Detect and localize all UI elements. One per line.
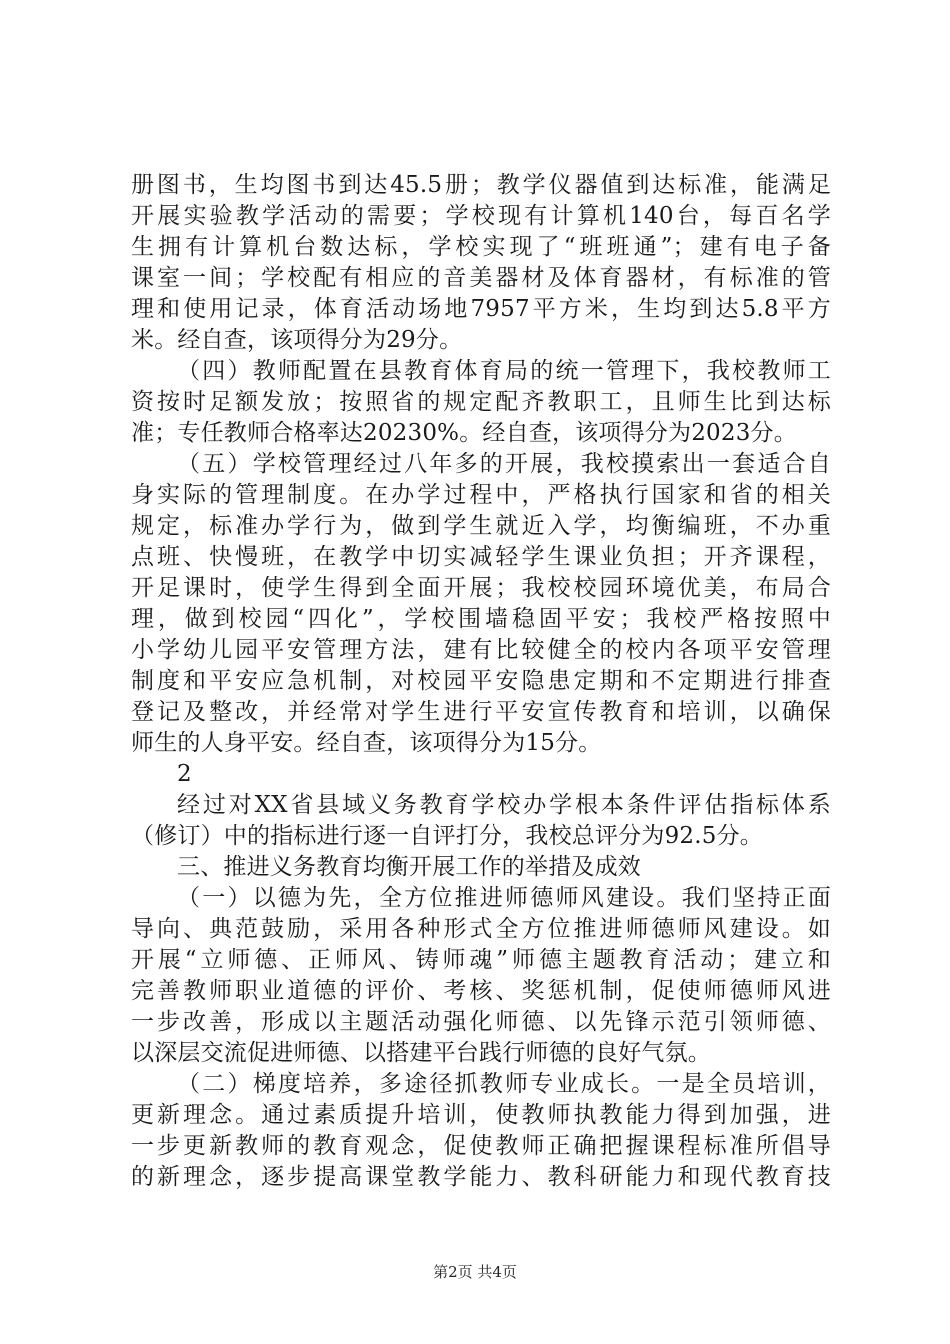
text-line: 完善教师职业道德的评价、考核、奖惩机制，促使师德师风进	[131, 978, 831, 1004]
text-line: 米。经自查，该项得分为29分。	[131, 327, 463, 353]
text-line: 准；专任教师合格率达20230%。经自查，该项得分为2023分。	[131, 420, 797, 446]
text-line: 资按时足额发放；按照省的规定配齐教职工，且师生比到达标	[131, 389, 831, 415]
text-line: 规定，标准办学行为，做到学生就近入学，均衡编班，不办重	[131, 513, 831, 539]
text-line: 小学幼儿园平安管理方法，建有比较健全的校内各项平安管理	[131, 637, 831, 663]
paragraph-start-line: （二）梯度培养，多途径抓教师专业成长。一是全员培训，	[177, 1071, 831, 1097]
text-line: 生拥有计算机台数达标，学校实现了“班班通”；建有电子备	[131, 234, 831, 260]
text-line: 制度和平安应急机制，对校园平安隐患定期和不定期进行排查	[131, 668, 831, 694]
text-line: 一步改善，形成以主题活动强化师德、以先锋示范引领师德、	[131, 1009, 831, 1035]
paragraph-start-line: （四）教师配置在县教育体育局的统一管理下，我校教师工	[177, 358, 831, 384]
text-line: 以深层交流促进师德、以搭建平台践行师德的良好气氛。	[131, 1040, 711, 1066]
text-line: 更新理念。通过素质提升培训，使教师执教能力得到加强，进	[131, 1102, 831, 1128]
text-line: 理和使用记录，体育活动场地7957平方米，生均到达5.8平方	[131, 296, 831, 322]
text-line: （修订）中的指标进行逐一自评打分，我校总评分为92.5分。	[131, 823, 764, 849]
text-line: 一步更新教师的教育观念，促使教师正确把握课程标准所倡导	[131, 1133, 831, 1159]
text-line: 的新理念，逐步提高课堂教学能力、教科研能力和现代教育技	[131, 1164, 831, 1190]
document-body	[131, 170, 831, 1193]
text-line: 开展实验教学活动的需要；学校现有计算机140台，每百名学	[131, 203, 831, 229]
text-line: 登记及整改，并经常对学生进行平安宣传教育和培训，以确保	[131, 699, 831, 725]
paragraph-start-line: （五）学校管理经过八年多的开展，我校摸索出一套适合自	[177, 451, 831, 477]
section-number: 2	[177, 761, 192, 787]
section-heading: 三、推进义务教育均衡开展工作的举措及成效	[177, 854, 641, 880]
text-line: 开足课时，使学生得到全面开展；我校校园环境优美，布局合	[131, 575, 831, 601]
text-line: 导向、典范鼓励，采用各种形式全方位推进师德师风建设。如	[131, 916, 831, 942]
text-line: 点班、快慢班，在教学中切实减轻学生课业负担；开齐课程，	[131, 544, 831, 570]
text-line: 身实际的管理制度。在办学过程中，严格执行国家和省的相关	[131, 482, 831, 508]
text-line: 开展“立师德、正师风、铸师魂”师德主题教育活动；建立和	[131, 947, 831, 973]
text-line: 册图书，生均图书到达45.5册；教学仪器值到达标准，能满足	[131, 172, 831, 198]
text-line: 师生的人身平安。经自查，该项得分为15分。	[131, 730, 602, 756]
paragraph-start-line: 经过对XX省县域义务教育学校办学根本条件评估指标体系	[177, 792, 831, 818]
text-line: 理，做到校园“四化”，学校围墙稳固平安；我校严格按照中	[131, 606, 831, 632]
page-number-footer: 第2页 共4页	[433, 1263, 517, 1281]
text-line: 课室一间；学校配有相应的音美器材及体育器材，有标准的管	[131, 265, 831, 291]
paragraph-start-line: （一）以德为先，全方位推进师德师风建设。我们坚持正面	[177, 885, 831, 911]
